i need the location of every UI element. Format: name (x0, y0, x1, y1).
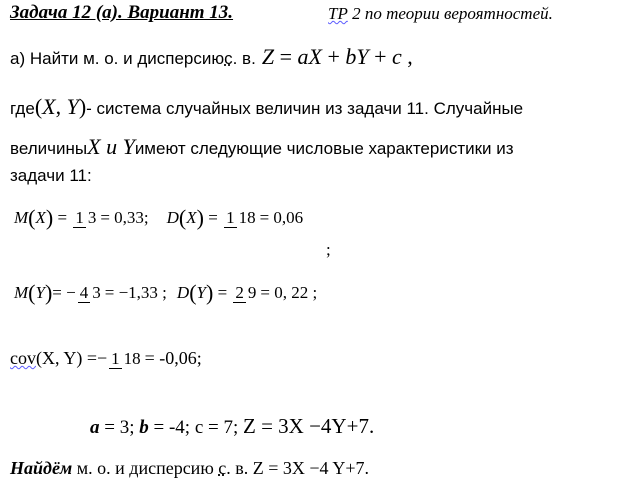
task-line-1 (10, 44, 413, 70)
task-line-3 (10, 134, 514, 160)
line1-sv: с (224, 49, 233, 68)
line3-rest: имеют следующие числовые характеристики из (134, 139, 514, 158)
task-title: Задача 12 (а). Вариант 13. (10, 2, 234, 23)
final-line: Найдём м. о. и дисперсию с. в. Z = 3X −4 Y+7. (10, 458, 370, 478)
subtitle-tp: ТР (328, 4, 348, 23)
dx-semicolon: ; (326, 240, 331, 259)
formula-cov: cov (X, Y) = − 1 18 = -0,06; (10, 348, 202, 368)
line2-rest: - система случайных величин из задачи 11. Случайные (86, 99, 524, 118)
mx-fraction: 1 3 (75, 208, 97, 227)
dx-fraction: 1 18 (226, 208, 256, 227)
xy-vars: X и Y (87, 134, 135, 159)
dy-fraction: 2 9 (235, 283, 257, 302)
task-line-2 (10, 94, 523, 120)
line1-prefix: а) Найти м. о. и дисперсию (10, 49, 225, 68)
task-subtitle (328, 4, 553, 24)
line3-prefix: величины (10, 139, 88, 158)
line2-where: где (10, 99, 35, 118)
formula-my-dy: M ( Y ) = − 4 3 = −1,33 ; D ( Y ) = 2 9 = 0, 22 ; (14, 280, 318, 305)
task-line-4: задачи 11: (10, 166, 92, 185)
subtitle-rest: 2 по теории вероятностей. (347, 4, 553, 23)
xy-system: (X, Y) (34, 94, 87, 119)
line1-sv-rest: . в. (232, 49, 256, 68)
formula-mx-dx: M ( X ) = 1 3 = 0,33 ; D ( X ) = 1 18 = 0,06 (14, 205, 304, 230)
cov-fraction: 1 18 (111, 349, 141, 368)
my-fraction: 4 3 (79, 283, 101, 302)
z-formula: Z = aX + bY + c , (261, 44, 413, 69)
params-line: a = 3; b = -4; c = 7; Z = 3X −4Y+7. (90, 414, 375, 438)
